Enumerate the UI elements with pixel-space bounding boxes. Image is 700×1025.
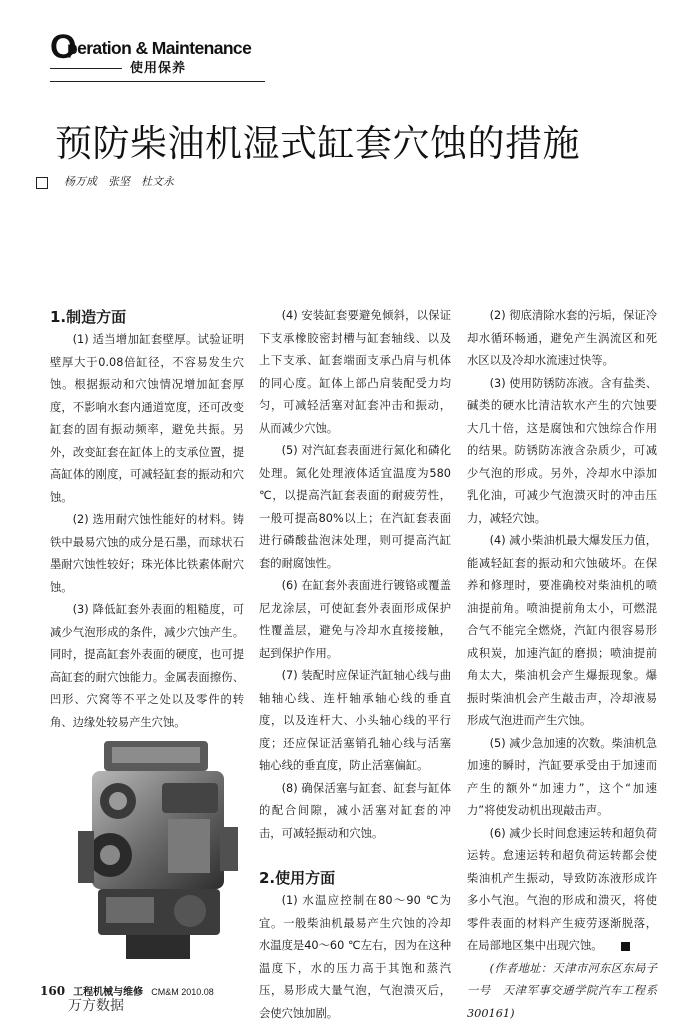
column-2 — [259, 305, 451, 1025]
header-rule-left — [50, 68, 122, 69]
paragraph: (2) 选用耐穴蚀性能好的材料。铸铁中最易穴蚀的成分是石墨，而球状石墨耐穴蚀性较好；珠光体比铁素体耐穴蚀。 — [50, 509, 244, 599]
section-header — [50, 30, 265, 88]
paragraph: (4) 安装缸套要避免倾斜，以保证下支承橡胶密封槽与缸套轴线、以及上下支承、缸套端面支承凸肩与机体的同心度。缸体上部凸肩装配受力均匀，可减轻活塞对缸套冲击和振动，从而减少穴蚀。 — [259, 305, 451, 440]
watermark: 万方数据 — [68, 997, 124, 1015]
end-mark-icon — [621, 942, 630, 951]
paragraph: (5) 减少急加速的次数。柴油机急加速的瞬时，汽缸要承受由于加速而产生的额外“加速力”，这个“加速力”将使发动机出现敲击声。 — [467, 733, 657, 823]
paragraph: (3) 降低缸套外表面的粗糙度，可减少气泡形成的条件，减少穴蚀产生。同时，提高缸套外表面的硬度，也可提高缸套的耐穴蚀能力。金属表面擦伤、凹形、穴窝等不平之处以及零件的转角、边缘处较易产生穴蚀。 — [50, 599, 244, 734]
column-3 — [467, 305, 657, 1025]
paragraph: (1) 水温应控制在80～90 ℃为宜。一般柴油机最易产生穴蚀的冷却水温度是40～60 ℃左右，因为在这种温度下，水的压力高于其饱和蒸汽压，易形成大量气泡，气泡溃灭后，会使穴蚀加剧。 — [259, 890, 451, 1025]
article-title: 预防柴油机湿式缸套穴蚀的措施 — [55, 122, 580, 166]
page-footer — [40, 980, 214, 996]
section-heading-manufacturing: 1.制造方面 — [50, 306, 244, 328]
paragraph-text: (6) 减少长时间怠速运转和超负荷运转。怠速运转和超负荷运转都会使柴油机产生振动，导致防冻液形成许多小气泡。气泡的形成和溃灭，将使零件表面的材料产生疲劳逐渐脱落，在局部地区集中出现穴蚀。 — [467, 827, 657, 953]
page-number: 160 — [40, 984, 65, 998]
section-heading-usage: 2.使用方面 — [259, 867, 451, 889]
paragraph: (6) 在缸套外表面进行镀铬或覆盖尼龙涂层，可使缸套外表面形成保护性覆盖层，避免与冷却水直接接触，起到保护作用。 — [259, 575, 451, 665]
diesel-engine-photo — [62, 735, 252, 967]
section-chinese-title: 使用保养 — [130, 61, 186, 77]
author-address: (作者地址：天津市河东区东局子一号 天津军事交通学院汽车工程系 300161) — [467, 958, 657, 1025]
header-rule-bottom — [50, 81, 265, 82]
paragraph: (8) 确保活塞与缸套、缸套与缸体的配合间隙，减小活塞对缸套的冲击，可减轻振动和穴蚀。 — [259, 778, 451, 846]
byline-square-icon — [36, 177, 48, 189]
paragraph: (3) 使用防锈防冻液。含有盐类、碱类的硬水比清洁软水产生的穴蚀要大几十倍，这是腐蚀和穴蚀综合作用的结果。防锈防冻液含杂质少，可减少气泡的形成。另外，冷却水中添加乳化油，可减少气泡溃灭时的冲击压力，减轻穴蚀。 — [467, 373, 657, 531]
column-1 — [50, 306, 244, 734]
paragraph — [467, 823, 657, 958]
paragraph: (5) 对汽缸套表面进行氮化和磷化处理。氮化处理液体适宜温度为580 ℃，以提高汽缸套表面的耐疲劳性，一般可提高80%以上；在汽缸套表面进行磷酸盐泡沫处理，则可提高汽缸套的耐腐蚀性。 — [259, 440, 451, 575]
journal-issue: CM&M 2010.08 — [151, 987, 214, 997]
paragraph: (1) 适当增加缸套壁厚。试验证明壁厚大于0.08倍缸径，不容易发生穴蚀。根据振动和穴蚀情况增加缸套厚度，不影响水套内通道宽度，还可改变缸套的固有振动频率，避免共振。另外，改变缸套在缸体上的支承位置，提高缸体的刚度，可减轻缸套的振动和穴蚀。 — [50, 329, 244, 509]
paragraph: (2) 彻底清除水套的污垢，保证冷却水循环畅通，避免产生涡流区和死水区以及冷却水流速过快等。 — [467, 305, 657, 373]
journal-name: 工程机械与维修 — [73, 987, 143, 998]
section-english-title: peration & Maintenance — [67, 38, 251, 58]
paragraph: (4) 减小柴油机最大爆发压力值，能减轻缸套的振动和穴蚀破坏。在保养和修理时，要准确校对柴油机的喷油提前角。喷油提前角太小，可燃混合气不能完全燃烧，汽缸内很容易形成积炭，加速汽缸的磨损；喷油提前角太大，柴油机会产生爆振现象。爆振时柴油机会产生敲击声，冷却液易形成气泡进而产生穴蚀。 — [467, 530, 657, 733]
authors: 杨万成 张坚 杜文永 — [64, 175, 174, 189]
paragraph: (7) 装配时应保证汽缸轴心线与曲轴轴心线、连杆轴承轴心线的垂直度，以及连杆大、小头轴心线的平行度；还应保证活塞销孔轴心线与活塞轴心线的垂直度，防止活塞偏缸。 — [259, 665, 451, 778]
section-english-initial: O — [50, 28, 76, 66]
